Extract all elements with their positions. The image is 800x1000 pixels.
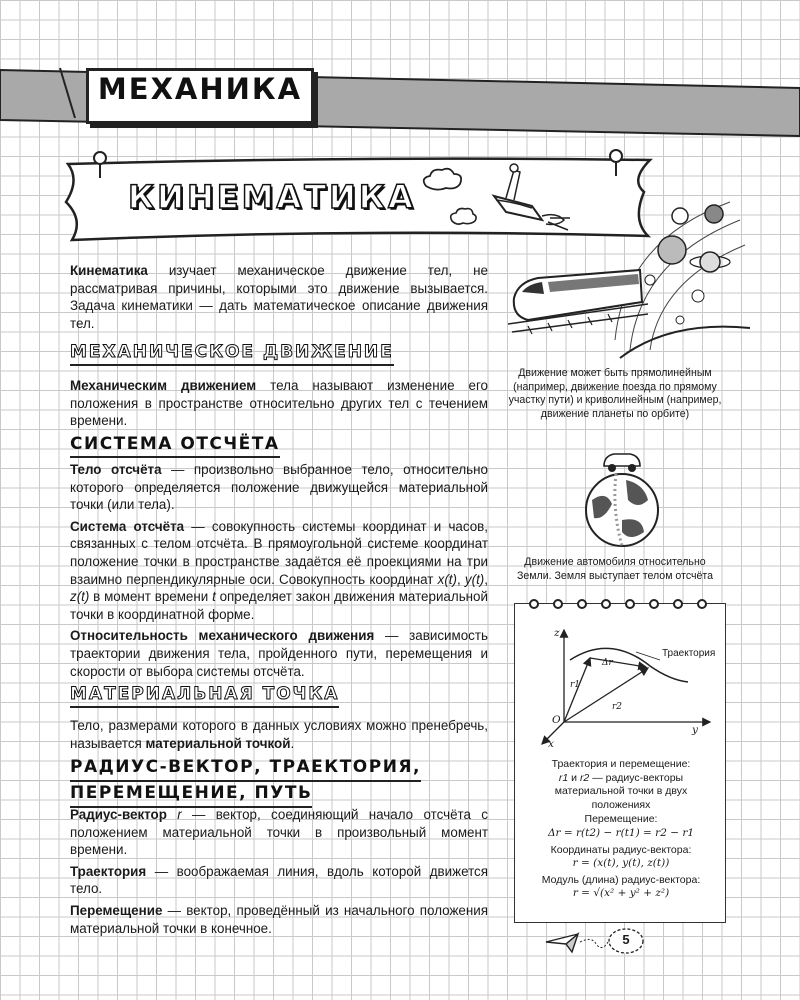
paper-plane-icon [544, 930, 610, 956]
displacement-formula: Δr = r(t2) − r(t1) = r2 − r1 [547, 826, 695, 839]
modulus-formula: r = √(x² + y² + z²) [572, 887, 670, 900]
cloud-icon [420, 166, 464, 192]
term: Кинематика [70, 263, 148, 278]
coords-formula: r = (x(t), y(t), z(t)) [572, 857, 670, 870]
radius-body [70, 806, 488, 937]
frame-p1: Тело отсчёта — произвольно выбранное тело, относительно которого определяется положение движущейся материальной точки (или тела). [70, 462, 488, 513]
intro-paragraph: Кинематика изучает механическое движение тел, не рассматривая причины, которыми это движение вызывается. Задача кинематики — дать математическое описание движения тел. [70, 263, 488, 331]
topic-title: КИНЕМАТИКА [128, 178, 416, 216]
spiral-rings [520, 596, 720, 612]
cloud-icon [448, 206, 478, 226]
section-title: МЕХАНИКА [97, 72, 303, 106]
pin-icon [88, 150, 112, 180]
heading-radius: РАДИУС-ВЕКТОР, ТРАЕКТОРИЯ, ПЕРЕМЕЩЕНИЕ, ПУТЬ [70, 756, 421, 808]
caption-car-earth: Движение автомобиля относительно Земли. Земля выступает телом отсчёта [516, 556, 714, 582]
radius-p2: Траектория — воображаемая линия, вдоль которой движется тело. [70, 863, 488, 897]
heading-frame: СИСТЕМА ОТСЧЁТА [70, 434, 280, 458]
train-icon [508, 268, 648, 338]
globe-icon [582, 470, 662, 550]
material-point-paragraph: Тело, размерами которого в данных условиях можно пренебречь, называется материальной точкой. [70, 718, 488, 751]
frame-p2: Система отсчёта — совокупность системы координат и часов, связанных с телом отсчёта. В прямоугольной системе координат положение точки в пространстве задаётся её проекциями на три взаимно перпендикулярные оси. Совокупность координат x(t), y(t), z(t) в момент времени t определяет закон движения материальной точки в координатной форме. [70, 518, 488, 622]
vector-diagram [520, 622, 720, 752]
coords-title: Координаты радиус-вектора: [550, 843, 692, 856]
axis-label-y: y [692, 724, 698, 736]
origin-label: O [552, 714, 561, 726]
radius-p3: Перемещение — вектор, проведённый из начального положения материальной точки в конечное. [70, 902, 488, 936]
r1-label: r1 [570, 680, 581, 690]
radius-p1: Радиус-вектор $\overline{r}$ — вектор, соединяющий начало отсчёта с положением материальной точки в произвольный момент времени. [70, 807, 488, 858]
heading-material-point: МАТЕРИАЛЬНАЯ ТОЧКА [70, 684, 339, 708]
modulus-title: Модуль (длина) радиус-вектора: [541, 873, 701, 886]
diagram-caption: Траектория и перемещение: r1 и r2 — радиус-векторы материальной точки в двух положениях Перемещение: Δr = r(t2) − r(t1) = r2 − r1 Координаты радиус-вектора: r = (x(t), y(t), z(t)) Модуль (длина) радиус-вектора: r = √(x² + y² + z²) [526, 758, 716, 901]
axis-label-z: z [554, 627, 560, 639]
displacement-title: Перемещение: [584, 813, 658, 826]
frame-p3: Относительность механического движения — зависимость траектории движения тела, пройденного пути, перемещения и скорости от выбора системы отсчёта. [70, 628, 488, 679]
heading-mech-motion: МЕХАНИЧЕСКОЕ ДВИЖЕНИЕ [70, 342, 394, 366]
frame-body [70, 461, 488, 680]
axis-label-x: x [548, 738, 554, 750]
rocket-icon [484, 162, 574, 240]
pin-icon [604, 148, 628, 178]
page-number: 5 [622, 932, 630, 947]
mech-motion-paragraph: Механическим движением тела называют изменение его положения в пространстве относительно других тел с течением времени. [70, 378, 488, 429]
caption-train-planets: Движение может быть прямолинейным (например, движение поезда по прямому участку пути) и криволинейным (например, движение планеты по орбите) [508, 367, 722, 420]
delta-r-label: Δr [602, 658, 613, 668]
trajectory-label: Траектория [662, 648, 716, 659]
r2-label: r2 [612, 702, 623, 712]
